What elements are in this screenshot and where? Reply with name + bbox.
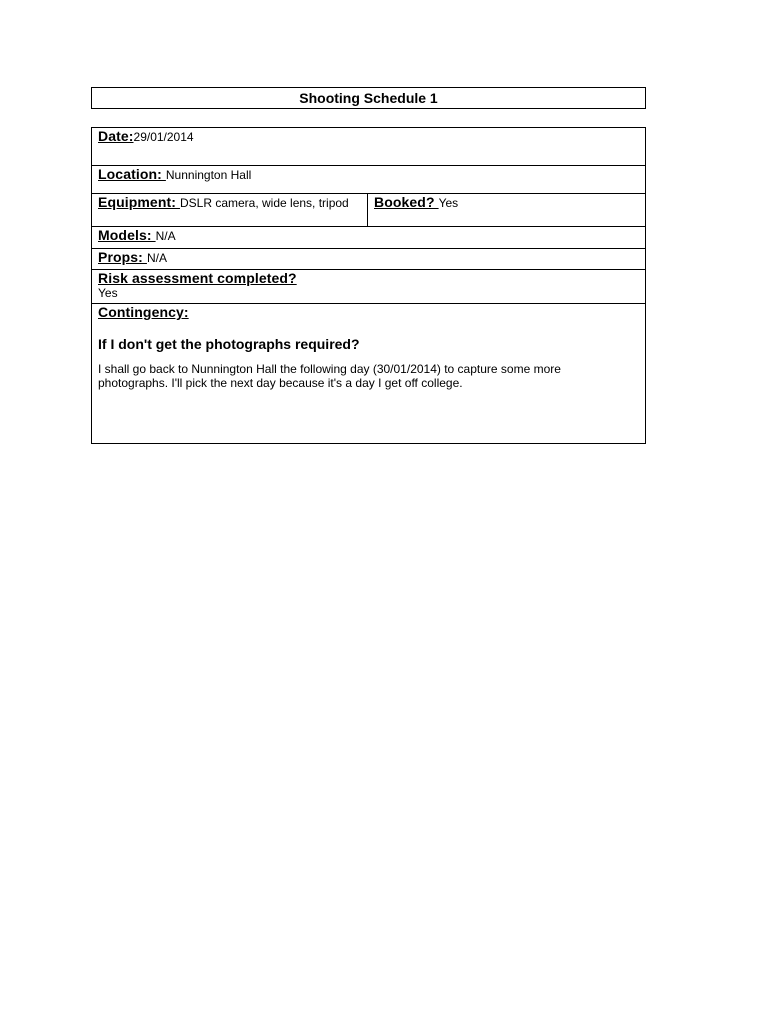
booked-value: Yes [438, 196, 459, 210]
props-label: Props: [98, 249, 147, 265]
risk-cell [92, 270, 646, 304]
props-cell [92, 249, 646, 270]
contingency-question: If I don't get the photographs required? [98, 336, 360, 352]
risk-label: Risk assessment completed? [98, 270, 297, 286]
models-value: N/A [155, 229, 176, 243]
date-cell [92, 128, 646, 166]
equipment-label: Equipment: [98, 194, 180, 210]
equipment-cell [92, 194, 368, 227]
risk-row [92, 270, 646, 304]
contingency-row [92, 304, 646, 444]
equipment-row [92, 194, 646, 227]
contingency-answer: I shall go back to Nunnington Hall the following day (30/01/2014) to capture some more photographs. I'll pick the next day because it's a day I get off college. [98, 362, 561, 390]
booked-cell [368, 194, 646, 227]
schedule-table [91, 127, 646, 444]
props-row [92, 249, 646, 270]
models-cell [92, 227, 646, 249]
schedule-title: Shooting Schedule 1 [91, 87, 646, 109]
location-value: Nunnington Hall [165, 168, 252, 182]
date-label: Date: [98, 128, 134, 144]
models-label: Models: [98, 227, 156, 243]
date-value: 29/01/2014 [133, 130, 194, 144]
location-cell [92, 166, 646, 194]
location-label: Location: [98, 166, 166, 182]
risk-value: Yes [98, 286, 118, 300]
location-row [92, 166, 646, 194]
booked-label: Booked? [374, 194, 439, 210]
models-row [92, 227, 646, 249]
equipment-value: DSLR camera, wide lens, tripod [179, 196, 349, 210]
contingency-label: Contingency: [98, 304, 189, 320]
props-value: N/A [146, 251, 167, 265]
date-row [92, 128, 646, 166]
contingency-cell [92, 304, 646, 444]
